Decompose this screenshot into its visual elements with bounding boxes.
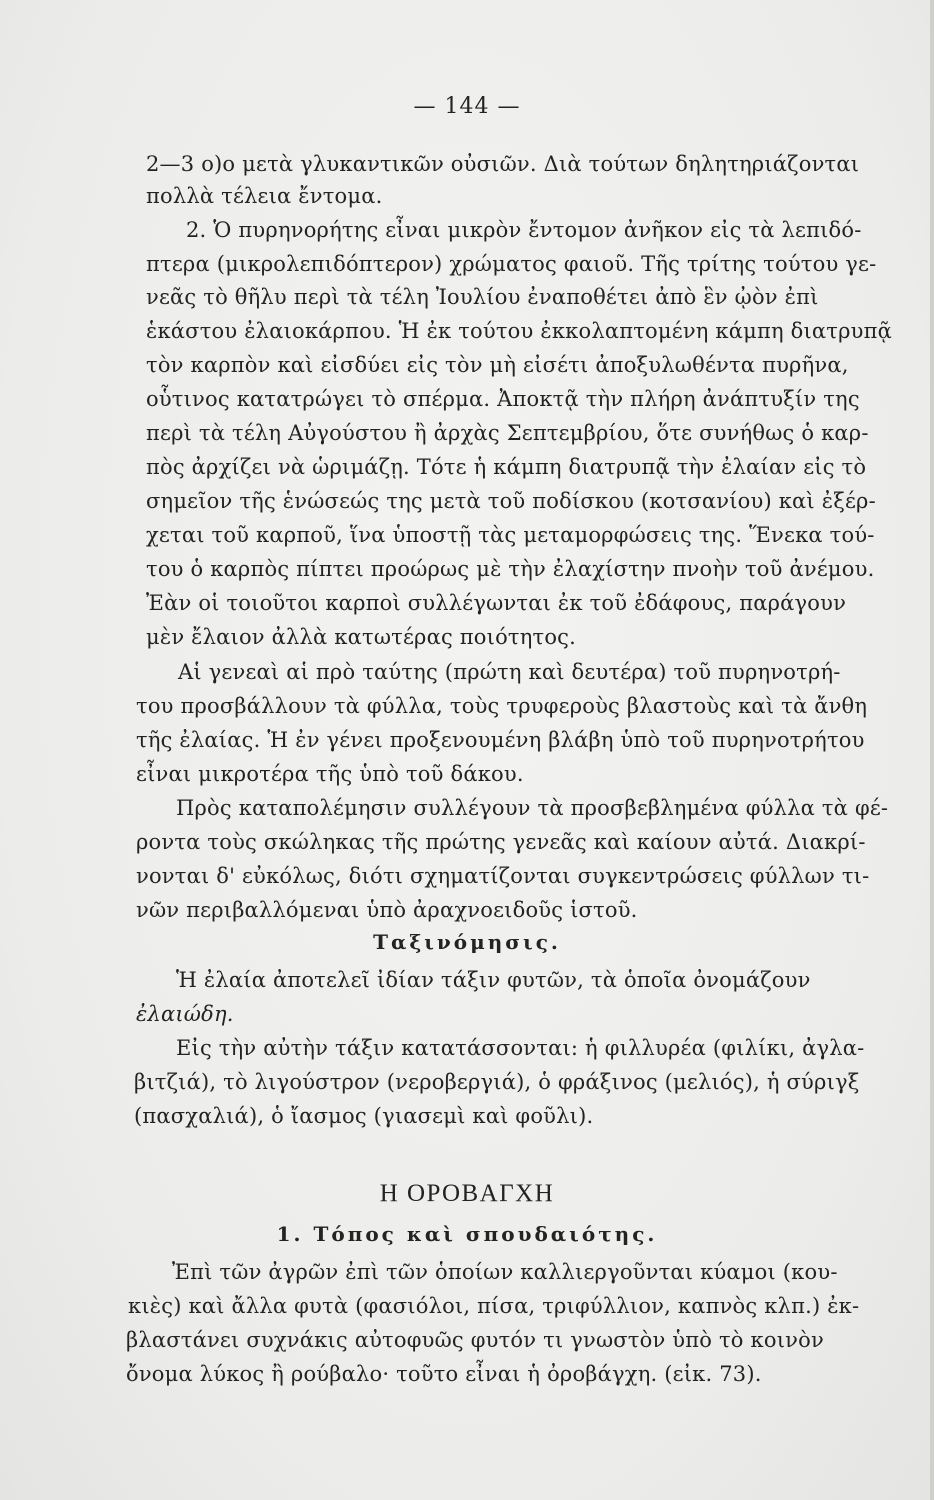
- text-line-4: πτερα (μικρολεπιδόπτερον) χρώματος φαιοῦ. Τῆς τρίτης τούτου γε-: [146, 252, 877, 276]
- text-line-6: ἑκάστου ἐλαιοκάρπου. Ἡ ἐκ τούτου ἐκκολαπτομένη κάμπη διατρυπᾷ: [146, 319, 893, 343]
- text-line-3: 2. Ὁ πυρηνορήτης εἶναι μικρὸν ἔντομον ἀνῆκον εἰς τὰ λεπιδό-: [186, 218, 862, 242]
- text-line-16: Αἱ γενεαὶ αἱ πρὸ ταύτης (πρώτη καὶ δευτέρα) τοῦ πυρηνοτρή-: [178, 660, 841, 684]
- text-line-5: νεᾶς τὸ θῆλυ περὶ τὰ τέλη Ἰουλίου ἐναποθέτει ἀπὸ ἓν ᾠὸν ἐπὶ: [146, 285, 819, 309]
- text-line-29: Ἐπὶ τῶν ἀγρῶν ἐπὶ τῶν ὁποίων καλλιεργοῦνται κύαμοι (κου-: [172, 1260, 838, 1284]
- page-edge: [930, 0, 934, 1500]
- text-line-15: μὲν ἔλαιον ἀλλὰ κατωτέρας ποιότητος.: [146, 625, 577, 649]
- text-line-11: σημεῖον τῆς ἑνώσεώς της μετὰ τοῦ ποδίσκου (κοτσανίου) καὶ ἐξέρ-: [146, 489, 876, 513]
- text-line-12: χεται τοῦ καρποῦ, ἵνα ὑποστῇ τὰς μεταμορφώσεις της. Ἕνεκα τού-: [146, 523, 875, 547]
- text-line-7: τὸν καρπὸν καὶ εἰσδύει εἰς τὸν μὴ εἰσέτι ἀποξυλωθέντα πυρῆνα,: [146, 353, 849, 377]
- text-line-31: βλαστάνει συχνάκις αὐτοφυῶς φυτόν τι γνωστὸν ὑπὸ τὸ κοινὸν: [126, 1328, 824, 1352]
- text-line-20: Πρὸς καταπολέμησιν συλλέγουν τὰ προσβεβλημένα φύλλα τὰ φέ-: [176, 796, 889, 820]
- section-heading-classification: Ταξινόμησις.: [373, 930, 561, 954]
- text-line-24: Ἡ ἐλαία ἀποτελεῖ ἰδίαν τάξιν φυτῶν, τὰ ὁποῖα ὀνομάζουν: [176, 968, 811, 992]
- text-line-2: πολλὰ τέλεια ἔντομα.: [146, 184, 383, 208]
- text-line-9: περὶ τὰ τέλη Αὐγούστου ἢ ἀρχὰς Σεπτεμβρίου, ὅτε συνήθως ὁ καρ-: [146, 421, 869, 445]
- chapter-title: Η ΟΡΟΒΑΓΧΗ: [379, 1180, 555, 1207]
- text-line-1: 2—3 ο)ο μετὰ γλυκαντικῶν οὐσιῶν. Διὰ τούτων δηλητηριάζονται: [146, 152, 860, 176]
- text-line-25: ἐλαιώδη.: [136, 1002, 234, 1026]
- text-line-30: κιὲς) καὶ ἄλλα φυτὰ (φασιόλοι, πίσα, τριφύλλιον, καπνὸς κλπ.) ἐκ-: [128, 1294, 860, 1318]
- text-line-28: (πασχαλιά), ὁ ἴασμος (γιασεμὶ καὶ φοῦλι).: [134, 1104, 594, 1128]
- text-line-32: ὄνομα λύκος ἢ ρούβαλο· τοῦτο εἶναι ἡ ὀροβάγχη. (εἰκ. 73).: [126, 1362, 762, 1386]
- text-line-13: του ὁ καρπὸς πίπτει προώρως μὲ τὴν ἐλαχίστην πνοὴν τοῦ ἀνέμου.: [146, 557, 875, 581]
- text-line-18: τῆς ἐλαίας. Ἡ ἐν γένει προξενουμένη βλάβη ὑπὸ τοῦ πυρηνοτρήτου: [136, 728, 865, 752]
- text-line-23: νῶν περιβαλλόμεναι ὑπὸ ἀραχνοειδοῦς ἱστοῦ.: [136, 898, 638, 922]
- text-line-17: του προσβάλλουν τὰ φύλλα, τοὺς τρυφεροὺς βλαστοὺς καὶ τὰ ἄνθη: [136, 694, 868, 718]
- section-heading-place: 1. Τόπος καὶ σπουδαιότης.: [276, 1222, 658, 1246]
- text-line-19: εἶναι μικροτέρα τῆς ὑπὸ τοῦ δάκου.: [136, 762, 524, 786]
- text-line-27: βιτζιά), τὸ λιγούστρον (νεροβεργιά), ὁ φράξινος (μελιός), ἡ σύριγξ: [134, 1070, 860, 1094]
- text-line-22: νονται δ' εὐκόλως, διότι σχηματίζονται συγκεντρώσεις φύλλων τι-: [136, 864, 870, 888]
- text-line-10: πὸς ἀρχίζει νὰ ὡριμάζῃ. Τότε ἡ κάμπη διατρυπᾷ τὴν ἐλαίαν εἰς τὸ: [146, 455, 867, 479]
- text-line-14: Ἐὰν οἱ τοιοῦτοι καρποὶ συλλέγωνται ἐκ τοῦ ἐδάφους, παράγουν: [146, 591, 847, 615]
- text-line-8: οὗτινος κατατρώγει τὸ σπέρμα. Ἀποκτᾷ τὴν πλήρη ἀνάπτυξίν της: [146, 387, 860, 411]
- text-line-21: ροντα τοὺς σκώληκας τῆς πρώτης γενεᾶς καὶ καίουν αὐτά. Διακρί-: [136, 830, 866, 854]
- page-number: — 144 —: [413, 94, 521, 119]
- text-line-26: Εἰς τὴν αὐτὴν τάξιν κατατάσσονται: ἡ φιλλυρέα (φιλίκι, ἀγλα-: [176, 1036, 865, 1060]
